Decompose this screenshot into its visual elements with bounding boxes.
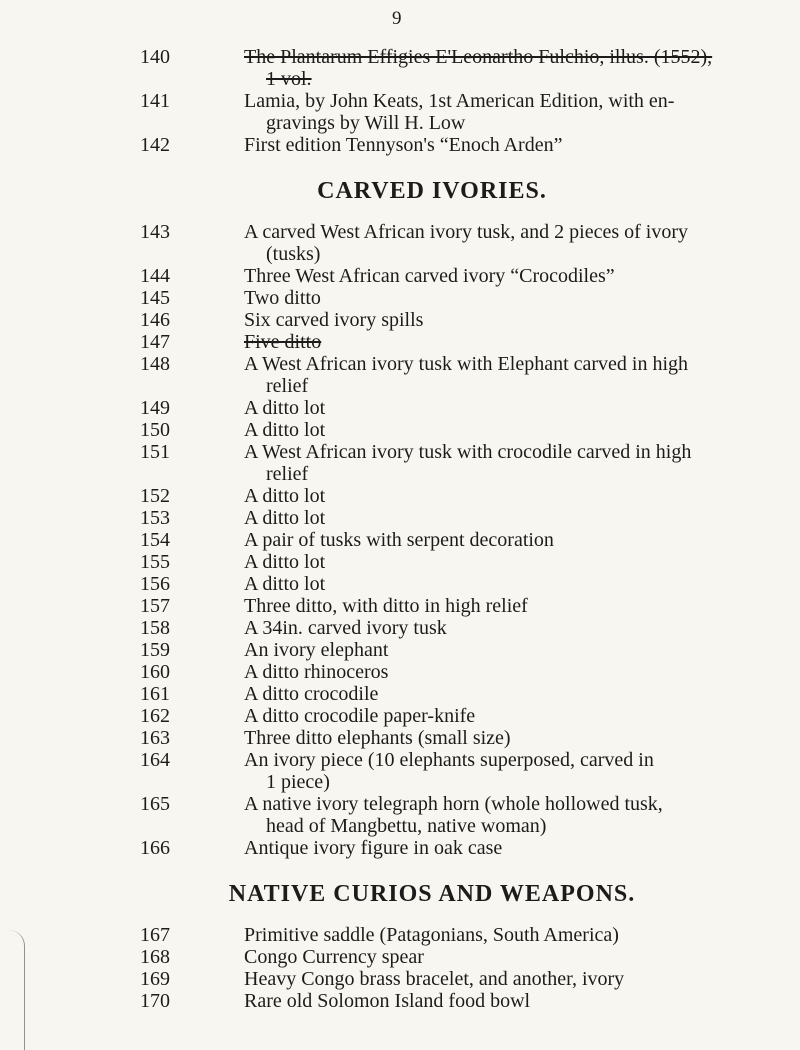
lot-number: 142 [140,134,170,156]
lot-number: 168 [140,946,170,968]
page-number: 9 [392,8,402,29]
lot-entry [0,331,800,353]
lot-description: Heavy Congo brass bracelet, and another, ivory [244,968,625,990]
lot-description: A ditto rhinoceros [244,661,389,683]
lot-entry [0,727,800,749]
lot-number: 167 [140,924,170,946]
lot-description-continued: relief [266,463,309,485]
lot-description: Two ditto [244,287,321,309]
lot-entry [0,221,800,265]
lot-description: Lamia, by John Keats, 1st American Edition, with en- [244,90,675,112]
lot-number: 160 [140,661,170,683]
lot-entry [0,265,800,287]
lot-description: A West African ivory tusk with Elephant carved in high [244,353,689,375]
lot-entry [0,595,800,617]
lot-description-continued: 1 piece) [266,771,330,793]
lot-number: 161 [140,683,170,705]
lot-entry [0,793,800,837]
lot-entry [0,968,800,990]
lot-number: 156 [140,573,170,595]
lot-entry [0,287,800,309]
lot-description: A ditto crocodile [244,683,379,705]
lot-entry [0,661,800,683]
lot-number: 147 [140,331,170,353]
lot-entry [0,90,800,134]
lot-number: 148 [140,353,170,375]
margin-pencil-mark [0,930,25,1050]
lot-number: 170 [140,990,170,1012]
lot-description: A ditto lot [244,573,326,595]
lot-entry [0,419,800,441]
lot-entry [0,924,800,946]
lot-number: 152 [140,485,170,507]
lot-entry [0,46,800,90]
lot-description-continued: 1 vol. [266,68,312,90]
lot-number: 140 [140,46,170,68]
lot-list-ivories [0,221,800,859]
lot-entry [0,705,800,727]
lot-entry [0,990,800,1012]
lot-description: The Plantarum Effigies E'Leonartho Fulchio, illus. (1552), [244,46,713,68]
lot-description-continued: head of Mangbettu, native woman) [266,815,547,837]
lot-description: Six carved ivory spills [244,309,424,331]
lot-entry [0,485,800,507]
section-heading-carved-ivories: CARVED IVORIES. [317,178,547,204]
lot-description: A native ivory telegraph horn (whole hollowed tusk, [244,793,663,815]
lot-entry [0,683,800,705]
lot-number: 146 [140,309,170,331]
lot-number: 164 [140,749,170,771]
lot-number: 159 [140,639,170,661]
lot-description: Three ditto, with ditto in high relief [244,595,528,617]
lot-entry [0,507,800,529]
lot-description: Primitive saddle (Patagonians, South America) [244,924,619,946]
lot-number: 162 [140,705,170,727]
lot-number: 151 [140,441,170,463]
lot-entry [0,617,800,639]
lot-number: 169 [140,968,170,990]
lot-number: 166 [140,837,170,859]
lot-description-continued: (tusks) [266,243,321,265]
lot-description-continued: relief [266,375,309,397]
lot-entry [0,749,800,793]
lot-number: 150 [140,419,170,441]
lot-number: 143 [140,221,170,243]
lot-description: An ivory elephant [244,639,389,661]
lot-number: 154 [140,529,170,551]
lot-entry [0,529,800,551]
lot-entry [0,397,800,419]
lot-description: A 34in. carved ivory tusk [244,617,447,639]
lot-description: An ivory piece (10 elephants superposed, carved in [244,749,654,771]
lot-entry [0,353,800,397]
lot-entry [0,837,800,859]
lot-number: 153 [140,507,170,529]
lot-description: A ditto lot [244,551,326,573]
lot-description-continued: gravings by Will H. Low [266,112,466,134]
lot-description: A ditto lot [244,507,326,529]
lot-entry [0,573,800,595]
lot-description: A West African ivory tusk with crocodile carved in high [244,441,692,463]
lot-list-books [0,46,800,156]
lot-entry [0,639,800,661]
lot-number: 158 [140,617,170,639]
lot-number: 157 [140,595,170,617]
lot-entry [0,551,800,573]
lot-number: 145 [140,287,170,309]
lot-description: A ditto lot [244,485,326,507]
lot-description: Three ditto elephants (small size) [244,727,511,749]
lot-description: Three West African carved ivory “Crocodiles” [244,265,615,287]
lot-description: A ditto crocodile paper-knife [244,705,476,727]
section-heading-native-curios: NATIVE CURIOS AND WEAPONS. [228,881,636,907]
lot-number: 141 [140,90,170,112]
lot-description: Five ditto [244,331,322,353]
lot-description: A pair of tusks with serpent decoration [244,529,554,551]
lot-description: A carved West African ivory tusk, and 2 pieces of ivory [244,221,689,243]
lot-number: 149 [140,397,170,419]
lot-description: Antique ivory figure in oak case [244,837,503,859]
lot-description: A ditto lot [244,397,326,419]
lot-list-curios [0,924,800,1012]
lot-description: A ditto lot [244,419,326,441]
lot-entry [0,441,800,485]
lot-description: Rare old Solomon Island food bowl [244,990,531,1012]
lot-number: 163 [140,727,170,749]
catalogue-page [0,46,800,1012]
lot-entry [0,134,800,156]
lot-description: Congo Currency spear [244,946,424,968]
lot-description: First edition Tennyson's “Enoch Arden” [244,134,563,156]
lot-entry [0,946,800,968]
lot-entry [0,309,800,331]
lot-number: 144 [140,265,170,287]
lot-number: 165 [140,793,170,815]
lot-number: 155 [140,551,170,573]
